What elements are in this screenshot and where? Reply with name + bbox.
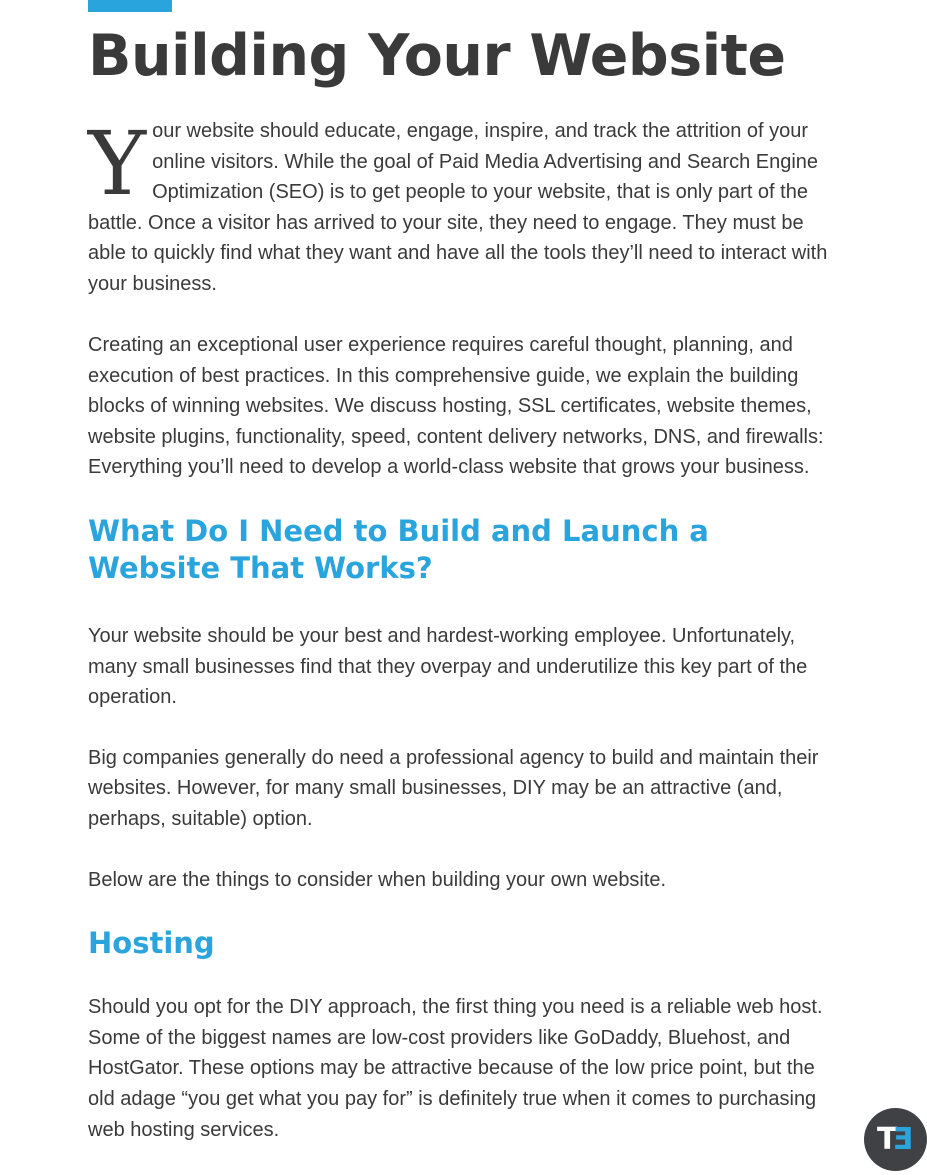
paragraph-things-to-consider: Below are the things to consider when building your own website. <box>88 868 667 891</box>
logo-letter-e: E <box>895 1122 914 1157</box>
title-accent-bar <box>88 0 172 12</box>
intro-paragraph <box>88 112 846 300</box>
intro-text: our website should educate, engage, inspire, and track the attrition of your online visitors. While the goal of Paid Media Advertising and Search Engine Optimization (SEO) is to get people to your website, that is only part of the battle. Once a visitor has arrived to your site, they need to engage. They must be able to quickly find what they want and have all the tools they’ll need to interact with your business. <box>88 120 828 295</box>
page-title: Building Your Website <box>88 23 786 89</box>
heading-what-do-i-need: What Do I Need to Build and Launch a Website That Works? <box>88 513 709 585</box>
paragraph-guide-overview: Creating an exceptional user experience requires careful thought, planning, and execution of best practices. In this comprehensive guide, we explain the building blocks of winning websites. We discuss hosting, SSL certificates, website themes, website plugins, functionality, speed, content delivery networks, DNS, and firewalls: Everything you’ll need to develop a world-class website that grows your business. <box>88 334 824 479</box>
paragraph-best-employee: Your website should be your best and hardest-working employee. Unfortunately, many small businesses find that they overpay and underutilize this key part of the operation. <box>88 624 808 709</box>
article-body <box>88 112 846 1175</box>
logo-letter-t: T <box>877 1122 896 1157</box>
drop-cap: Y <box>88 112 147 215</box>
paragraph-big-companies: Big companies generally do need a professional agency to build and maintain their websites. However, for many small businesses, DIY may be an attractive (and, perhaps, suitable) option. <box>88 746 819 830</box>
paragraph-hosting: Should you opt for the DIY approach, the first thing you need is a reliable web host. Some of the biggest names are low-cost providers like GoDaddy, Bluehost, and HostGator. These options may be attractive because of the low price point, but the old adage “you get what you pay for” is definitely true when it comes to purchasing web hosting services. <box>88 996 823 1141</box>
heading-hosting: Hosting <box>88 926 215 961</box>
brand-logo-icon <box>864 1108 927 1171</box>
